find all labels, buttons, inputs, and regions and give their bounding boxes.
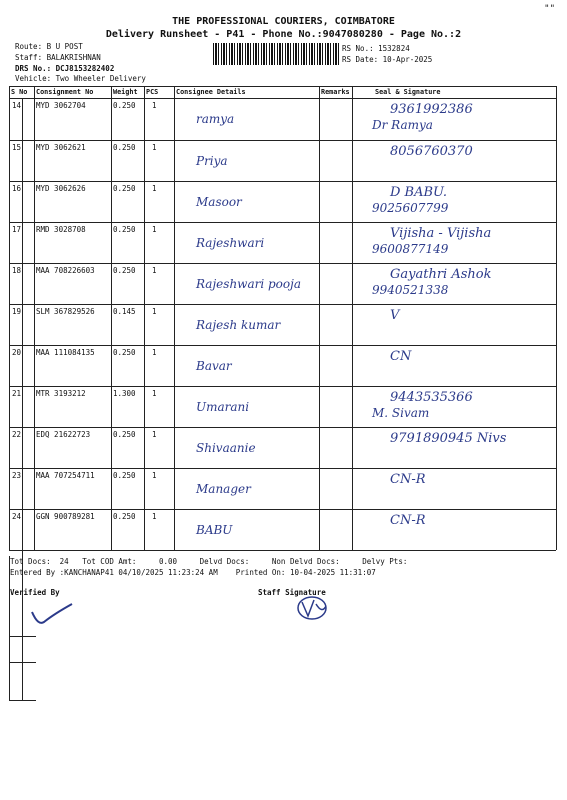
runsheet-title: Delivery Runsheet - P41 - Phone No.:9047080280 - Page No.:2	[105, 29, 462, 40]
row-rule	[9, 468, 556, 469]
margin-rule	[9, 556, 10, 700]
row-consignment: MAA 707254711	[36, 471, 95, 480]
row-signature-handwriting-2: M. Sivam	[372, 406, 430, 420]
row-rule	[9, 181, 556, 182]
row-rule	[9, 550, 556, 551]
column-header: Seal & Signature	[375, 88, 441, 96]
column-rule	[319, 86, 320, 550]
row-consignee-handwriting: BABU	[196, 523, 233, 537]
row-rule	[9, 345, 556, 346]
row-pcs: 1	[152, 348, 157, 357]
column-header: Consignment No	[36, 88, 94, 96]
row-pcs: 1	[152, 184, 157, 193]
row-consignee-handwriting: Rajeshwari	[196, 236, 265, 250]
row-serial: 20	[12, 348, 22, 357]
row-signature-handwriting-2: 9940521338	[372, 283, 449, 297]
row-weight: 0.250	[113, 430, 136, 439]
column-rule	[111, 86, 112, 550]
column-header: S No	[11, 88, 28, 96]
row-signature-handwriting: Vijisha - Vijisha	[390, 226, 492, 241]
table-top-rule	[9, 86, 556, 87]
row-serial: 19	[12, 307, 22, 316]
row-consignment: MYD 3062626	[36, 184, 86, 193]
row-rule	[9, 222, 556, 223]
row-serial: 21	[12, 389, 22, 398]
row-signature-handwriting: Gayathri Ashok	[390, 267, 492, 282]
row-signature-handwriting: CN-R	[390, 472, 426, 487]
row-weight: 0.250	[113, 512, 136, 521]
row-weight: 0.250	[113, 348, 136, 357]
row-serial: 16	[12, 184, 22, 193]
row-weight: 0.250	[113, 266, 136, 275]
row-serial: 18	[12, 266, 22, 275]
row-rule	[9, 386, 556, 387]
column-header: Consignee Details	[176, 88, 246, 96]
route-label: Route: B U POST	[15, 42, 83, 51]
row-serial: 24	[12, 512, 22, 521]
column-header: Remarks	[321, 88, 350, 96]
row-signature-handwriting: 8056760370	[390, 144, 473, 159]
column-rule	[9, 86, 10, 550]
row-consignment: RMD 3028708	[36, 225, 86, 234]
row-consignee-handwriting: Masoor	[196, 195, 242, 209]
column-rule	[34, 86, 35, 550]
margin-rule	[9, 700, 36, 701]
row-consignment: MTR 3193212	[36, 389, 86, 398]
row-weight: 0.250	[113, 184, 136, 193]
row-pcs: 1	[152, 266, 157, 275]
row-consignment: SLM 367829526	[36, 307, 95, 316]
row-pcs: 1	[152, 471, 157, 480]
verified-check-mark	[28, 600, 78, 630]
row-consignee-handwriting: Bavar	[196, 359, 232, 373]
row-weight: 1.300	[113, 389, 136, 398]
staff-signature-mark	[290, 592, 335, 622]
row-signature-handwriting-2: 9025607799	[372, 201, 449, 215]
row-weight: 0.250	[113, 101, 136, 110]
row-signature-handwriting-2: 9600877149	[372, 242, 449, 256]
row-signature-handwriting: 9443535366	[390, 390, 473, 405]
row-serial: 22	[12, 430, 22, 439]
row-signature-handwriting: V	[390, 308, 400, 323]
row-consignee-handwriting: Manager	[196, 482, 251, 496]
corner-mark: ""	[544, 4, 555, 14]
row-pcs: 1	[152, 101, 157, 110]
column-rule	[144, 86, 145, 550]
staff-label: Staff: BALAKRISHNAN	[15, 53, 101, 62]
row-consignment: MYD 3062621	[36, 143, 86, 152]
row-weight: 0.250	[113, 143, 136, 152]
verified-by-label: Verified By	[10, 588, 60, 597]
totals-line: Tot Docs: 24 Tot COD Amt: 0.00 Delvd Docs: Non Delvd Docs: Delvy Pts:	[10, 557, 408, 566]
rs-number: RS No.: 1532824	[342, 44, 410, 53]
row-rule	[9, 427, 556, 428]
row-serial: 17	[12, 225, 22, 234]
row-pcs: 1	[152, 430, 157, 439]
row-weight: 0.145	[113, 307, 136, 316]
row-pcs: 1	[152, 225, 157, 234]
row-rule	[9, 304, 556, 305]
row-signature-handwriting: D BABU.	[390, 185, 447, 200]
drs-label: DRS No.: DCJ8153282402	[15, 64, 115, 73]
row-consignment: MAA 111084135	[36, 348, 95, 357]
row-serial: 15	[12, 143, 22, 152]
row-signature-handwriting-2: Dr Ramya	[372, 118, 433, 132]
margin-rule	[9, 636, 36, 637]
row-signature-handwriting: CN-R	[390, 513, 426, 528]
margin-rule	[22, 556, 23, 700]
row-consignment: EDQ 21622723	[36, 430, 91, 439]
entered-line: Entered By :KANCHANAP41 04/10/2025 11:23:24 AM Printed On: 10-04-2025 11:31:07	[10, 568, 376, 577]
row-consignee-handwriting: Rajesh kumar	[196, 318, 281, 332]
column-header: Weight	[113, 88, 138, 96]
row-pcs: 1	[152, 512, 157, 521]
rs-date: RS Date: 10-Apr-2025	[342, 55, 433, 64]
column-rule	[556, 86, 557, 550]
row-signature-handwriting: CN	[390, 349, 412, 364]
row-signature-handwriting: 9361992386	[390, 102, 473, 117]
row-serial: 14	[12, 101, 22, 110]
row-consignment: MAA 708226603	[36, 266, 95, 275]
margin-rule	[9, 662, 36, 663]
row-weight: 0.250	[113, 225, 136, 234]
row-pcs: 1	[152, 389, 157, 398]
table-header-rule	[9, 98, 556, 99]
row-rule	[9, 263, 556, 264]
row-pcs: 1	[152, 143, 157, 152]
row-consignee-handwriting: Rajeshwari pooja	[196, 277, 301, 291]
row-consignee-handwriting: ramya	[196, 112, 235, 126]
row-rule	[9, 509, 556, 510]
column-rule	[352, 86, 353, 550]
row-signature-handwriting: 9791890945 Nivs	[390, 431, 507, 446]
row-consignee-handwriting: Shivaanie	[196, 441, 256, 455]
row-consignee-handwriting: Priya	[196, 154, 228, 168]
row-consignment: GGN 900789281	[36, 512, 95, 521]
row-weight: 0.250	[113, 471, 136, 480]
row-pcs: 1	[152, 307, 157, 316]
row-consignee-handwriting: Umarani	[196, 400, 250, 414]
column-header: PCS	[146, 88, 159, 96]
row-serial: 23	[12, 471, 22, 480]
column-rule	[174, 86, 175, 550]
vehicle-label: Vehicle: Two Wheeler Delivery	[15, 74, 146, 83]
row-consignment: MYD 3062704	[36, 101, 86, 110]
staff-signature-label: Staff Signature	[258, 588, 326, 597]
company-title: THE PROFESSIONAL COURIERS, COIMBATORE	[172, 16, 395, 27]
row-rule	[9, 140, 556, 141]
